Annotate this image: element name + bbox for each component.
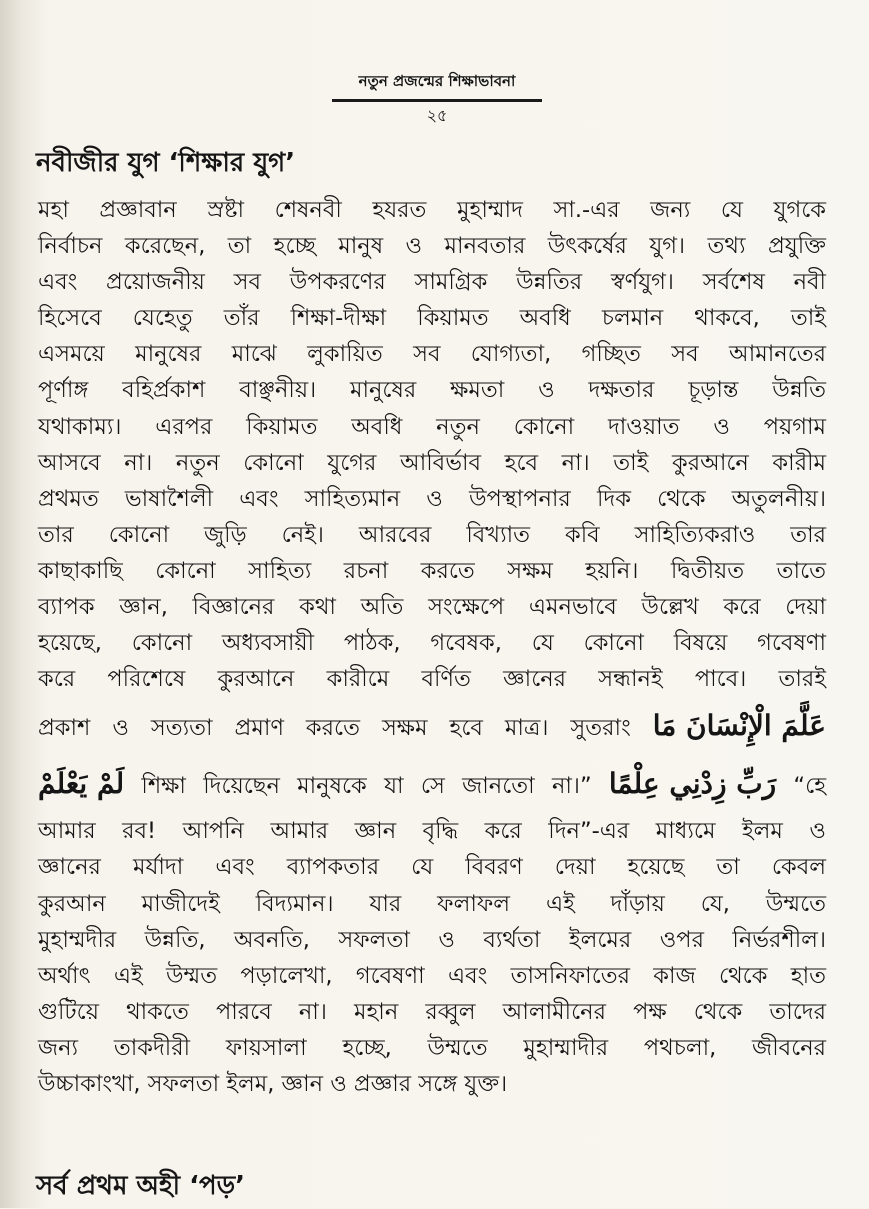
text-line: ব্যাপক জ্ঞান, বিজ্ঞানের কথা অতি সংক্ষেপে এমনভাবে উল্লেখ করে দেয়া: [38, 594, 826, 621]
paragraph-body: [38, 192, 826, 1102]
text-segment: শিক্ষা দিয়েছেন মানুষকে যা সে জানতো না।”: [141, 773, 592, 800]
text-line: কুরআন মাজীদেই বিদ্যমান। যার ফলাফল এই দাঁড়ায় যে, উম্মতে: [38, 890, 826, 917]
section-heading-era-of-education: নবীজীর যুগ ‘শিক্ষার যুগ’: [36, 148, 296, 178]
text-line: হিসেবে যেহেতু তাঁর শিক্ষা-দীক্ষা কিয়ামত অবধি চলমান থাকবে, তাই: [38, 305, 826, 332]
text-segment: প্রকাশ ও সত্যতা প্রমাণ করতে সক্ষম হবে মাত্র। সুতরাং: [38, 715, 631, 742]
text-line: নির্বাচন করেছেন, তা হচ্ছে মানুষ ও মানবতার উৎকর্ষের যুগ। তথ্য প্রযুক্তি: [38, 233, 826, 260]
text-line: অর্থাৎ এই উম্মত পড়ালেখা, গবেষণা এবং তাসনিফাতের কাজ থেকে হাত: [38, 962, 826, 989]
text-line: গুটিয়ে থাকতে পারবে না। মহান রব্বুল আলামীনের পক্ষ থেকে তাদের: [38, 998, 826, 1025]
text-line: আসবে না। নতুন কোনো যুগের আবির্ভাব হবে না। তাই কুরআনে কারীম: [38, 449, 826, 476]
arabic-verse-lam-yalam: لَمْ يَعْلَمْ: [38, 767, 125, 801]
text-segment: “হে: [793, 773, 827, 800]
arabic-verse-rabbi-zidni: رَبِّ زِدْنِي عِلْمًا: [608, 767, 777, 801]
text-line-with-arabic: [38, 697, 826, 755]
text-line: মুহাম্মদীর উন্নতি, অবনতি, সফলতা ও ব্যর্থতা ইলমের ওপর নির্ভরশীল।: [38, 926, 826, 953]
text-line: এবং প্রয়োজনীয় সব উপকরণের সামগ্রিক উন্নতির স্বর্ণযুগ। সর্বশেষ নবী: [38, 269, 826, 296]
text-line: যথাকাম্য। এরপর কিয়ামত অবধি নতুন কোনো দাওয়াত ও পয়গাম: [38, 413, 826, 440]
text-line: কাছাকাছি কোনো সাহিত্য রচনা করতে সক্ষম হয়নি। দ্বিতীয়ত তাতে: [38, 557, 826, 584]
text-line-with-arabic: [38, 755, 826, 813]
text-line: জ্ঞানের মর্যাদা এবং ব্যাপকতার যে বিবরণ দেয়া হয়েছে তা কেবল: [38, 854, 826, 881]
text-line: এসময়ে মানুষের মাঝে লুকায়িত সব যোগ্যতা, গচ্ছিত সব আমানতের: [38, 341, 826, 368]
text-line: প্রথমত ভাষাশৈলী এবং সাহিত্যমান ও উপস্থাপনার দিক থেকে অতুলনীয়।: [38, 485, 826, 512]
arabic-verse-allama: عَلَّمَ الْإِنْسَانَ مَا: [652, 709, 827, 743]
text-line: তার কোনো জুড়ি নেই। আরবের বিখ্যাত কবি সাহিত্যিকরাও তার: [38, 521, 826, 548]
page-number: ২৫: [426, 106, 448, 125]
text-line: জন্য তাকদীরী ফায়সালা হচ্ছে, উম্মতে মুহাম্মাদীর পথচলা, জীবনের: [38, 1034, 826, 1061]
text-line: আমার রব! আপনি আমার জ্ঞান বৃদ্ধি করে দিন”-এর মাধ্যমে ইলম ও: [38, 818, 826, 845]
section-heading-first-revelation: সর্ব প্রথম অহী ‘পড়’: [36, 1171, 246, 1201]
running-header-title: নতুন প্রজন্মের শিক্ষাভাবনা: [332, 70, 542, 102]
text-line: করে পরিশেষে কুরআনে কারীমে বর্ণিত জ্ঞানের সন্ধানই পাবে। তারই: [38, 666, 826, 693]
text-line: হয়েছে, কোনো অধ্যবসায়ী পাঠক, গবেষক, যে কোনো বিষয়ে গবেষণা: [38, 630, 826, 657]
text-line: মহা প্রজ্ঞাবান স্রষ্টা শেষনবী হযরত মুহাম্মাদ সা.-এর জন্য যে যুগকে: [38, 197, 826, 223]
text-line: পূর্ণাঙ্গ বহির্প্রকাশ বাঞ্ছনীয়। মানুষের ক্ষমতা ও দক্ষতার চূড়ান্ত উন্নতি: [38, 377, 826, 404]
text-line: উচ্চাকাংখা, সফলতা ইলম, জ্ঞান ও প্রজ্ঞার সঙ্গে যুক্ত।: [38, 1070, 508, 1097]
